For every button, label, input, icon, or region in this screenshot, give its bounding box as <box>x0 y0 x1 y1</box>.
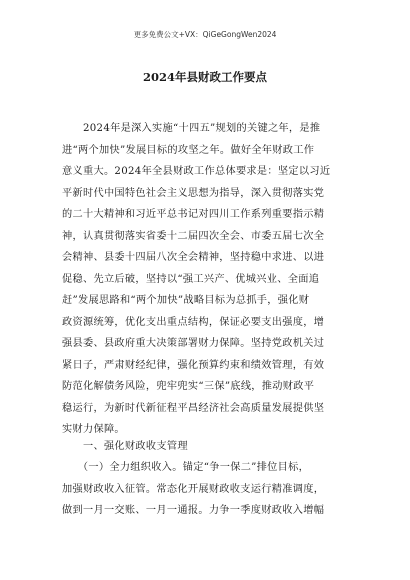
section-heading-text: 一、强化财政收支管理 <box>62 441 188 452</box>
text-line: 进“两个加快”发展目标的攻坚之年。做好全年财政工作 <box>62 144 315 156</box>
text-line: 的二十大精神和习近平总书记对四川工作系列重要指示精 <box>62 209 325 220</box>
text-line: 平新时代中国特色社会主义思想为指导，深入贯彻落实党 <box>62 187 325 199</box>
page-header: 更多免费公文+VX：QiGeGongWen2024 <box>133 30 277 39</box>
text-line: 强县委、县政府重大决策部署财力保障。坚持党政机关过 <box>62 338 325 349</box>
text-line: 紧日子，严肃财经纪律，强化预算约束和绩效管理，有效 <box>62 359 325 371</box>
section-heading <box>62 436 350 458</box>
text-line: 促稳、先立后破，坚持以“强工兴产、优城兴业、全面追 <box>62 273 320 285</box>
text-line: 会精神、县委十四届八次全会精神，坚持稳中求进、以进 <box>62 252 325 263</box>
text-line: 做到一月一交账、一月一通报。力争一季度财政收入增幅 <box>62 505 325 516</box>
text-line: 政资源统筹，优化支出重点结构，保证必要支出强度，增 <box>62 316 325 328</box>
text-line: 实财力保障。 <box>62 424 125 435</box>
text-line: 2024年是深入实施“十四五”规划的关键之年，是推 <box>62 123 321 134</box>
document-title: 2024年县财政工作要点 <box>142 70 267 84</box>
text-line: 神，认真贯彻落实省委十二届四次全会、市委五届七次全 <box>62 230 325 242</box>
text-line: 加强财政收入征管。常态化开展财政收支运行精准调度， <box>62 483 325 495</box>
text-line: 稳运行，为新时代新征程平昌经济社会高质量发展提供坚 <box>62 402 325 414</box>
text-line: （一）全力组织收入。锚定“争一保二”排位目标， <box>62 462 310 473</box>
text-line: 赶”发展思路和“两个加快”战略目标为总抓手，强化财 <box>62 295 310 306</box>
paragraph-revenue <box>62 457 350 522</box>
text-line: 意义重大。2024年全县财政工作总体要求是：坚定以习近 <box>62 166 331 177</box>
text-line: 防范化解债务风险，兜牢兜实“三保”底线，推动财政平 <box>62 381 315 392</box>
paragraph-intro <box>62 118 350 441</box>
